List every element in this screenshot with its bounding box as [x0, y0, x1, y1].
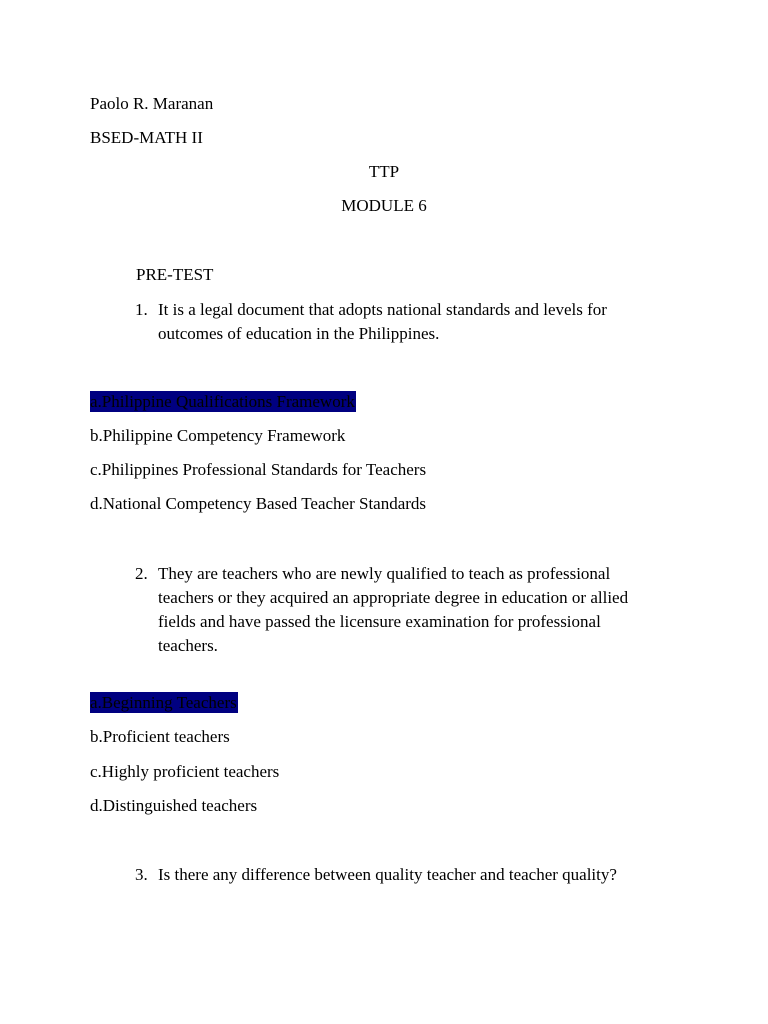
question-1-number: 1. [135, 300, 148, 319]
question-2-number: 2. [135, 564, 148, 583]
question-3-number: 3. [135, 865, 148, 884]
subject-title: TTP [368, 162, 400, 181]
question-1-choice-c: c.Philippines Professional Standards for Teachers [90, 460, 427, 479]
section-title: PRE-TEST [136, 265, 214, 284]
student-name: Paolo R. Maranan [90, 94, 214, 113]
question-1-choice-a [90, 392, 356, 412]
question-1-choice-d: d.National Competency Based Teacher Standards [90, 494, 427, 513]
question-2-choice-a [90, 693, 238, 713]
question-2-choice-c: c.Highly proficient teachers [90, 762, 280, 781]
question-2-choice-d: d.Distinguished teachers [90, 796, 258, 815]
question-2-choice-b: b.Proficient teachers [90, 727, 230, 746]
highlighted-answer: a.Philippine Qualifications Framework [90, 392, 355, 411]
highlighted-answer: a.Beginning Teachers [90, 693, 237, 712]
module-title: MODULE 6 [341, 196, 427, 215]
question-1-choice-b: b.Philippine Competency Framework [90, 426, 346, 445]
question-3-text: Is there any difference between quality teacher and teacher quality? [158, 865, 617, 884]
course-label: BSED-MATH II [90, 128, 203, 147]
question-1-text: It is a legal document that adopts national standards and levels for outcomes of education in the Philippines. [158, 300, 607, 343]
question-2-text: They are teachers who are newly qualified to teach as professional teachers or they acquired an appropriate degree in education or allied fields and have passed the licensure examination for professional teachers. [158, 564, 629, 655]
